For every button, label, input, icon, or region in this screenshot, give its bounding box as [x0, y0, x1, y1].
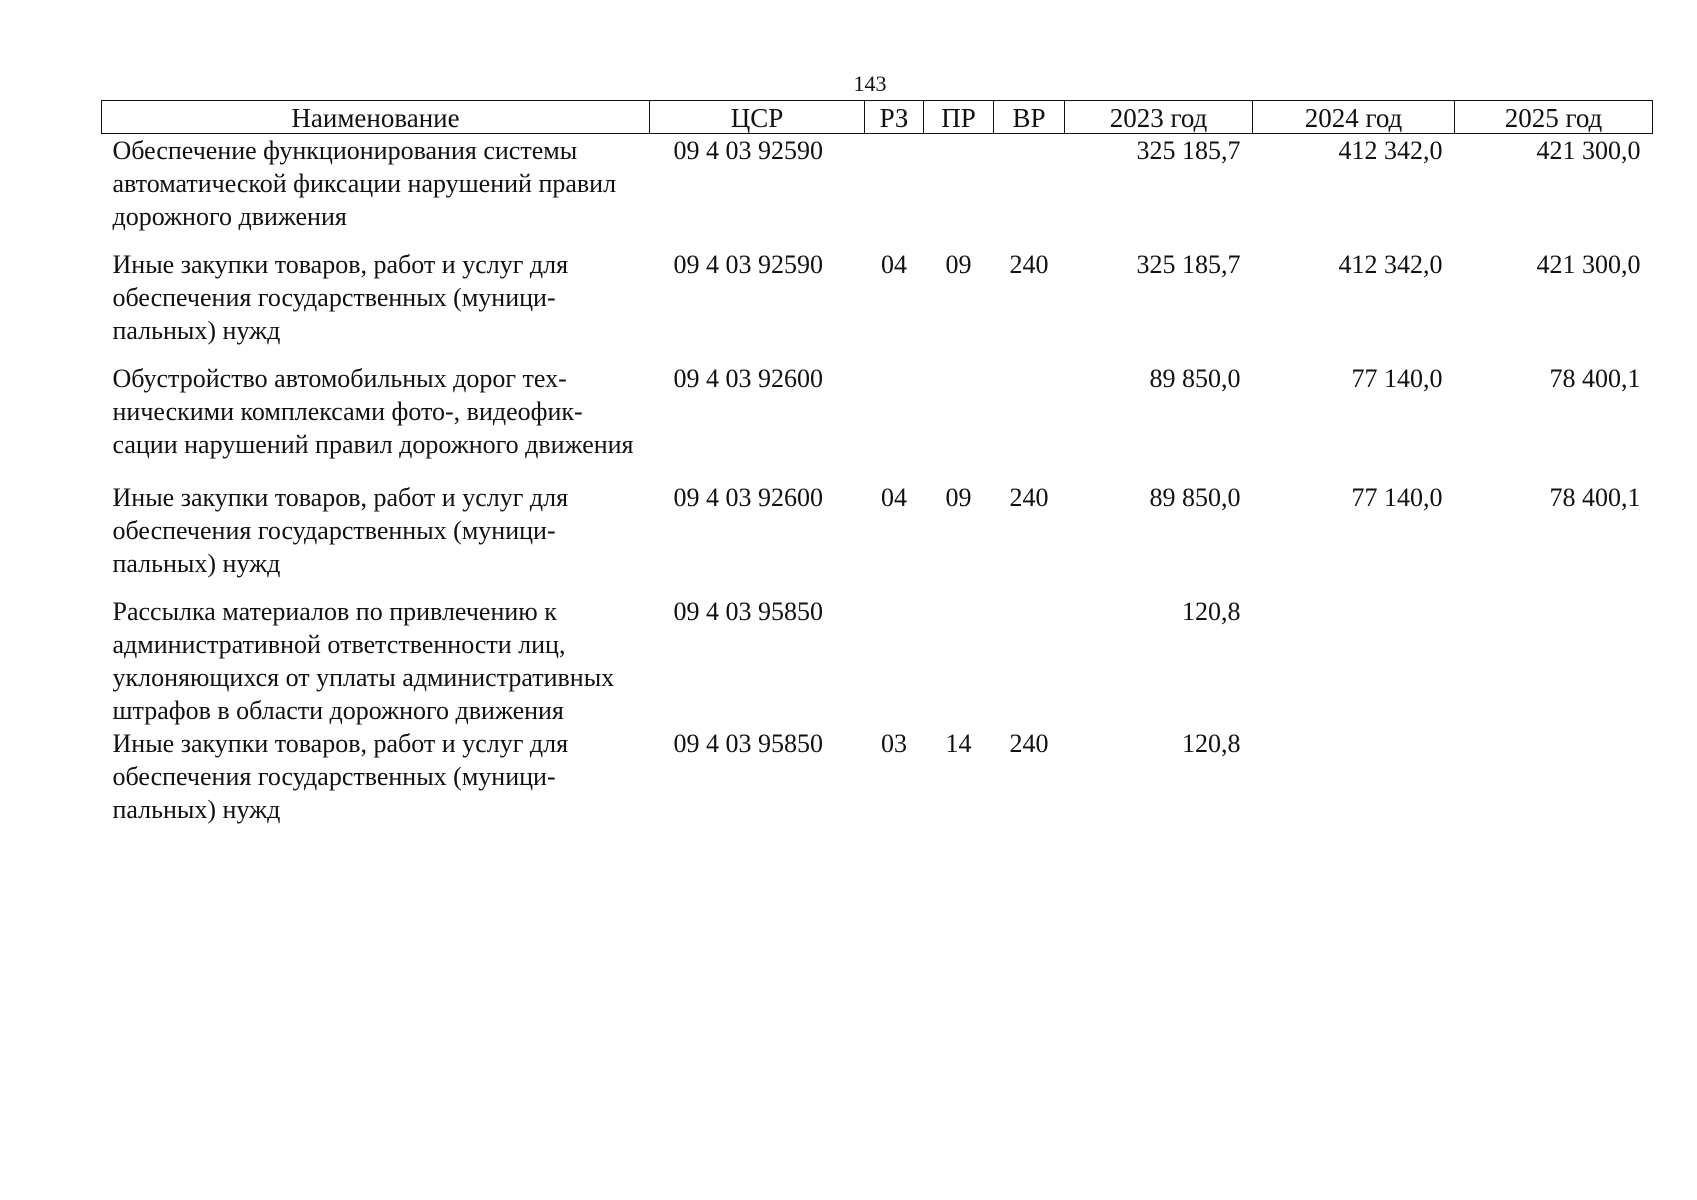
row-csr: 09 4 03 92590 [673, 250, 823, 279]
row-2025: 78 400,1 [1549, 483, 1641, 512]
row-csr: 09 4 03 95850 [673, 597, 823, 626]
row-name: Иные закупки товаров, работ и услуг для обеспечения государственных (муниципальных) нужд [112, 729, 569, 824]
row-csr: 09 4 03 95850 [673, 729, 823, 758]
row-2024: 412 342,0 [1338, 136, 1443, 165]
row-rz: 04 [881, 250, 907, 279]
header-pr: ПР [924, 101, 994, 134]
row-pr [924, 362, 994, 481]
header-name: Наименование [102, 101, 650, 134]
header-vr: ВР [994, 101, 1065, 134]
row-rz [865, 362, 924, 481]
table-row [102, 595, 1653, 727]
table-header [102, 101, 1653, 134]
row-2025 [1455, 595, 1653, 727]
row-pr [924, 134, 994, 249]
row-name: Обеспечение функционирования системы автоматической фиксации нарушений правил дорожного движения [112, 136, 617, 231]
row-pr: 09 [945, 483, 972, 512]
row-2025: 421 300,0 [1536, 250, 1641, 279]
row-rz: 04 [881, 483, 907, 512]
row-csr: 09 4 03 92600 [673, 483, 823, 512]
row-2023: 120,8 [1182, 729, 1241, 758]
table-row [102, 481, 1653, 595]
row-2025 [1455, 727, 1653, 826]
row-pr [924, 595, 994, 727]
row-2023: 325 185,7 [1136, 250, 1241, 279]
row-vr [994, 134, 1065, 249]
row-2024: 412 342,0 [1338, 250, 1443, 279]
row-2024: 77 140,0 [1351, 483, 1443, 512]
header-2024: 2024 год [1253, 101, 1455, 134]
row-2023: 325 185,7 [1136, 136, 1241, 165]
row-2025: 78 400,1 [1549, 364, 1641, 393]
header-csr: ЦСР [650, 101, 865, 134]
table-row [102, 727, 1653, 826]
row-name: Обустройство автомобильных дорог техническими комплексами фото-, видеофиксации нарушений правил дорожного движения [112, 364, 634, 459]
row-rz [865, 595, 924, 727]
row-name: Иные закупки товаров, работ и услуг для обеспечения государственных (муниципальных) нужд [112, 483, 569, 578]
budget-table [101, 100, 1653, 826]
row-name: Иные закупки товаров, работ и услуг для обеспечения государственных (муниципальных) нужд [112, 250, 569, 345]
row-2023: 89 850,0 [1149, 483, 1241, 512]
table-row [102, 248, 1653, 362]
header-rz: РЗ [865, 101, 924, 134]
row-vr: 240 [1009, 729, 1049, 758]
table-row [102, 134, 1653, 249]
table-row [102, 362, 1653, 481]
row-csr: 09 4 03 92590 [673, 136, 823, 165]
row-2025: 421 300,0 [1536, 136, 1641, 165]
header-2025: 2025 год [1455, 101, 1653, 134]
row-rz [865, 134, 924, 249]
row-2024 [1253, 595, 1455, 727]
row-2023: 89 850,0 [1149, 364, 1241, 393]
header-row [102, 101, 1653, 134]
row-pr: 14 [945, 729, 972, 758]
row-2024: 77 140,0 [1351, 364, 1443, 393]
row-name: Рассылка материалов по привлечению к административной ответственности лиц, уклоняющихся от уплаты административных штрафов в области дорожного движения [112, 597, 615, 725]
header-2023: 2023 год [1065, 101, 1253, 134]
row-vr [994, 595, 1065, 727]
row-csr: 09 4 03 92600 [673, 364, 823, 393]
row-rz: 03 [881, 729, 907, 758]
page-number: 143 [853, 71, 887, 96]
row-2024 [1253, 727, 1455, 826]
row-vr: 240 [1009, 483, 1049, 512]
budget-table-container [101, 100, 1652, 826]
row-2023: 120,8 [1182, 597, 1241, 626]
row-vr [994, 362, 1065, 481]
row-vr: 240 [1009, 250, 1049, 279]
table-body [102, 134, 1653, 827]
row-pr: 09 [945, 250, 972, 279]
